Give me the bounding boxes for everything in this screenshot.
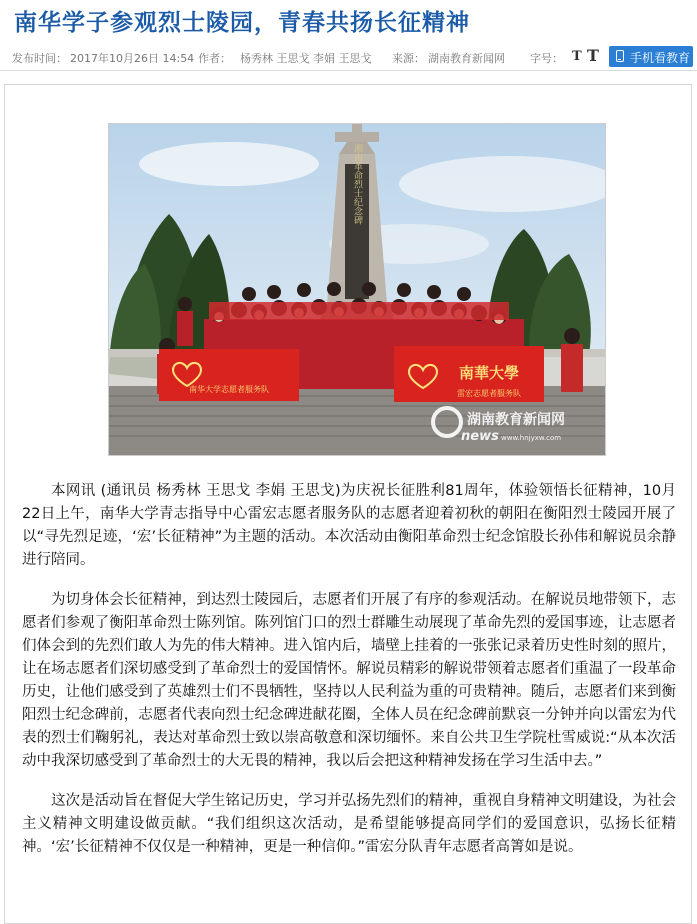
banner-right-sub: 雷宏志愿者服务队	[457, 389, 521, 398]
watermark-url: www.hnjyxw.com	[501, 434, 562, 442]
author-names: 杨秀林 王思戈 李娟 王思戈	[240, 52, 372, 65]
monument-inscription: 湘南革命烈士纪念碑	[352, 143, 362, 225]
article-title: 南华学子参观烈士陵园，青春共扬长征精神	[14, 9, 470, 36]
banner-right	[394, 346, 544, 402]
article-paragraph: 为切身体会长征精神，到达烈士陵园后，志愿者们开展了有序的参观活动。在解说员地带领下，志愿者们参观了衡阳革命烈士陈列馆。陈列馆门口的烈士群雕生动展现了革命先烈的爱国事迹，让志愿者们体会到的先烈们敢人为先的伟大精神。进入馆内后，墙壁上挂着的一张张记录着历史性时刻的照片，让在场志愿者们深切感受到了革命烈士的爱国情怀。解说员精彩的解说带领着志愿者们重温了一段革命历史，让他们感受到了英雄烈士们不畏牺牲，坚持以人民利益为重的可贵精神。随后，志愿者们来到衡阳烈士纪念碑前，志愿者代表向烈士纪念碑进献花圈，全体人员在纪念碑前默哀一分钟并向以雷宏为代表的烈士们鞠躬礼，表达对革命烈士致以崇高敬意和深切缅怀。来自公共卫生学院杜雪威说:“从本次活动中我深切感受到了革命烈士的大无畏的精神，我以后会把这种精神发扬在学习生活中去。”	[22, 592, 676, 769]
source-label: 来源：	[392, 52, 425, 65]
mobile-view-button-label: 手机看教育	[630, 51, 691, 65]
banner-right-main: 南華大學	[458, 364, 520, 382]
author-label: 作者：	[198, 52, 231, 65]
source-link[interactable]: 湖南教育新闻网	[428, 52, 505, 65]
font-size-small-button[interactable]: T	[572, 49, 582, 64]
font-size-label: 字号：	[530, 52, 563, 65]
article-body	[22, 480, 676, 876]
watermark-logo-text: news	[461, 429, 499, 444]
article-meta-bar	[0, 44, 697, 71]
article-photo	[108, 123, 606, 456]
banner-left-text: 南华大学志愿者服务队	[189, 385, 269, 394]
publish-time-label: 发布时间：	[12, 52, 67, 65]
article-paragraph: 本网讯 (通讯员 杨秀林 王思戈 李娟 王思戈)为庆祝长征胜利81周年，体验领悟长征精神，10月22日上午，南华大学青志指导中心雷宏志愿者服务队的志愿者迎着初秋的朝阳在衡阳烈士陵园开展了以“寻先烈足迹，‘宏’长征精神”为主题的活动。本次活动由衡阳革命烈士纪念馆股长孙伟和解说员余静进行陪同。	[22, 483, 676, 568]
banner-left	[159, 349, 299, 401]
mobile-view-button[interactable]	[609, 46, 693, 67]
mobile-phone-icon	[616, 50, 624, 62]
watermark-site-name: 湖南教育新闻网	[467, 412, 565, 428]
publish-time: 2017年10月26日 14:54	[70, 52, 195, 65]
article-paragraph: 这次是活动旨在督促大学生铭记历史，学习并弘扬先烈们的精神，重视自身精神文明建设，为社会主义精神文明建设做贡献。“我们组织这次活动，是希望能够提高同学们的爱国意识，弘扬长征精神。‘宏’长征精神不仅仅是一种精神，更是一种信仰。”雷宏分队青年志愿者高箐如是说。	[22, 793, 676, 855]
font-size-large-button[interactable]: T	[587, 46, 599, 65]
